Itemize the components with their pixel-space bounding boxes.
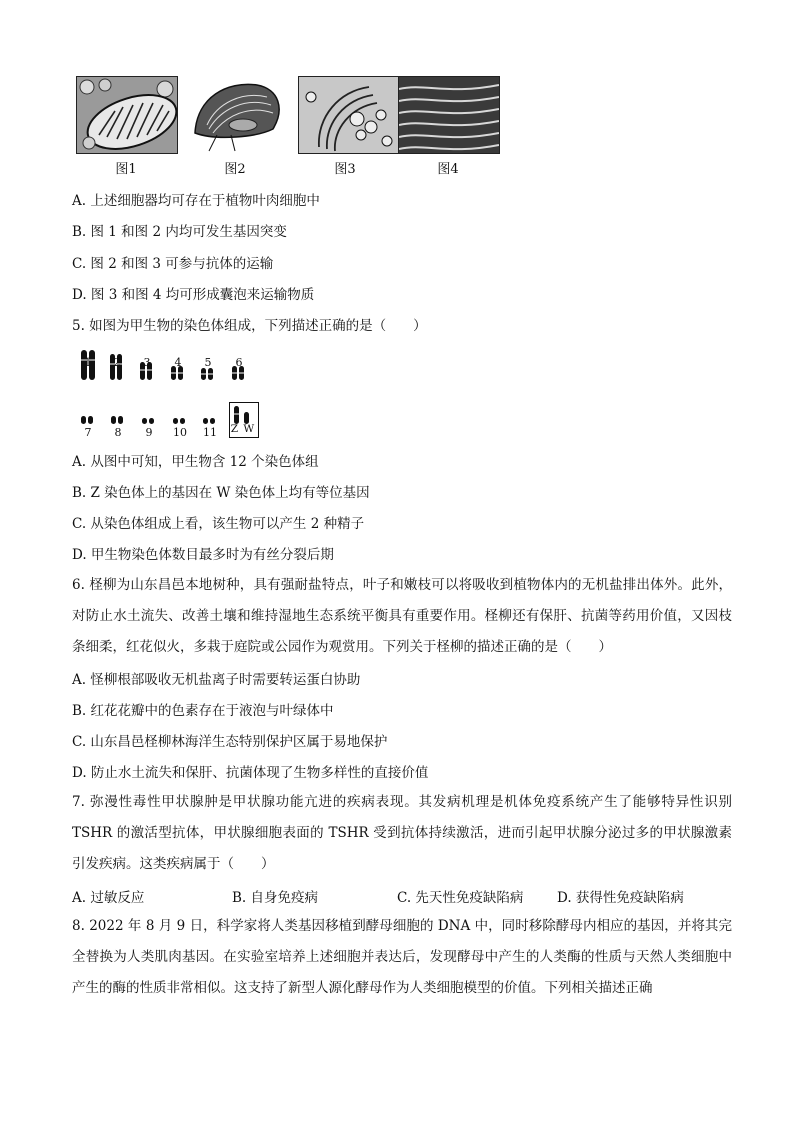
figure-4-endoplasmic-reticulum	[398, 76, 500, 154]
q4-option-d: D. 图 3 和图 4 均可形成囊泡来运输物质	[72, 287, 315, 303]
figure-2-caption: 图2	[224, 162, 246, 177]
q5-stem: 5. 如图为甲生物的染色体组成，下列描述正确的是（ ）	[72, 318, 427, 334]
chromosome-label-7: 7	[84, 426, 92, 439]
chromosome-label-5: 5	[204, 356, 212, 369]
q7-option-c: C. 先天性免疫缺陷病	[397, 890, 524, 906]
q8-stem: 8. 2022 年 8 月 9 日，科学家将人类基因移植到酵母细胞的 DNA 中，同时移除酵母内相应的基因，并将其完全替换为人类肌肉基因。在实验室培养上述细胞并表达后，发现酵母中产生的人类酶的性质与天然人类细胞中产生的酶的性质非常相似。这支持了新型人源化酵母作为人类细胞模型的价值。下列相关描述正确	[72, 918, 732, 996]
q5-option-b: B. Z 染色体上的基因在 W 染色体上均有等位基因	[72, 485, 370, 501]
figure-3-caption: 图3	[334, 162, 356, 177]
chromosome-label-9: 9	[145, 426, 153, 439]
er-image	[399, 77, 499, 153]
q7-option-b: B. 自身免疫病	[232, 890, 319, 906]
figure-2-chloroplast	[186, 76, 288, 154]
chromosome-label-1: 1	[84, 356, 92, 369]
chromosome-label-3: 3	[143, 356, 151, 369]
figure-1-mitochondrion	[76, 76, 178, 154]
figure-4-caption: 图4	[437, 162, 459, 177]
chromosome-label-10: 10	[173, 426, 187, 439]
q7-option-d: D. 获得性免疫缺陷病	[557, 890, 684, 906]
q7-option-a: A. 过敏反应	[72, 890, 145, 906]
q6-option-d: D. 防止水土流失和保肝、抗菌体现了生物多样性的直接价值	[72, 765, 429, 781]
q4-option-a: A. 上述细胞器均可存在于植物叶肉细胞中	[72, 193, 320, 209]
q5-option-a: A. 从图中可知，甲生物含 12 个染色体组	[72, 454, 319, 470]
mitochondrion-image	[77, 77, 177, 153]
q6-stem: 6. 柽柳为山东昌邑本地树种，具有强耐盐特点，叶子和嫩枝可以将吸收到植物体内的无机盐排出体外。此外，对防止水土流失、改善土壤和维持湿地生态系统平衡具有重要作用。柽柳还有保肝、抗菌等药用价值，又因枝条细柔，红花似火，多栽于庭院或公园作为观赏用。下列关于柽柳的描述正确的是（ ）	[72, 577, 732, 655]
figure-1-caption: 图1	[115, 162, 137, 177]
chloroplast-image	[187, 77, 287, 153]
q5-option-d: D. 甲生物染色体数目最多时为有丝分裂后期	[72, 547, 334, 563]
chromosome-label-8: 8	[114, 426, 122, 439]
q7-stem: 7. 弥漫性毒性甲状腺肿是甲状腺功能亢进的疾病表现。其发病机理是机体免疫系统产生了能够特异性识别 TSHR 的激活型抗体，甲状腺细胞表面的 TSHR 受到抗体持续激活，进而引起甲状腺分泌过多的甲状腺激素引发疾病。这类疾病属于（ ）	[72, 794, 732, 872]
chromosome-label-zw: Z W	[230, 423, 256, 435]
q6-option-c: C. 山东昌邑柽柳林海洋生态特别保护区属于易地保护	[72, 734, 388, 750]
organelle-3-image	[299, 77, 399, 153]
q5-option-c: C. 从染色体组成上看，该生物可以产生 2 种精子	[72, 516, 365, 532]
figure-3-organelle	[298, 76, 400, 154]
q6-option-a: A. 怪柳根部吸收无机盐离子时需要转运蛋白协助	[72, 672, 361, 688]
chromosome-label-2: 2	[113, 356, 121, 369]
q6-option-b: B. 红花花瓣中的色素存在于液泡与叶绿体中	[72, 703, 334, 719]
q4-option-b: B. 图 1 和图 2 内均可发生基因突变	[72, 224, 287, 240]
chromosome-label-6: 6	[235, 356, 243, 369]
chromosome-label-4: 4	[174, 356, 182, 369]
chromosome-label-11: 11	[203, 426, 217, 439]
q4-option-c: C. 图 2 和图 3 可参与抗体的运输	[72, 256, 274, 272]
